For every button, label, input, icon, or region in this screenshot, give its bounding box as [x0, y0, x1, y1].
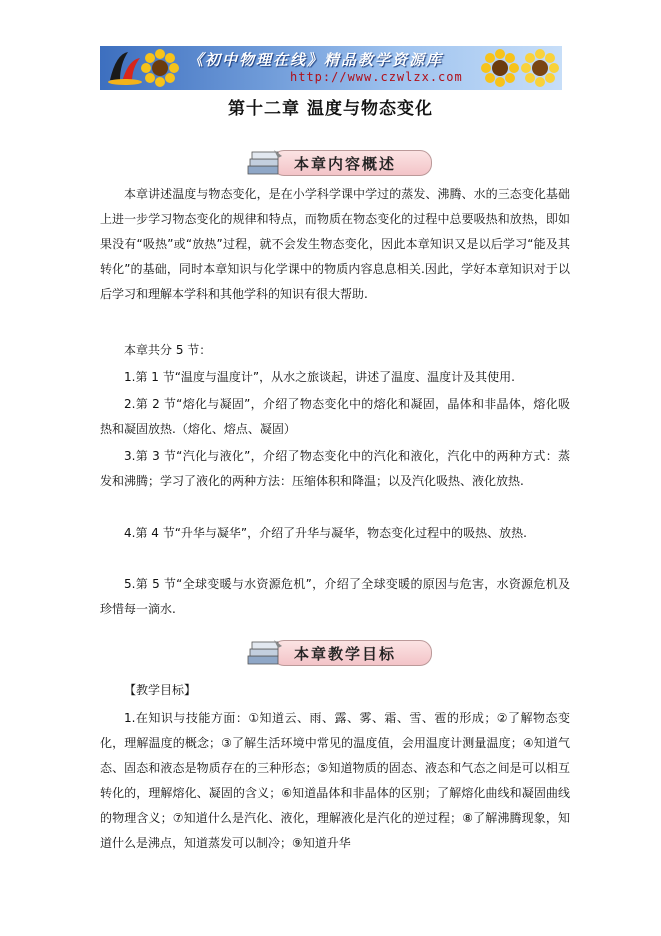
- banner-url[interactable]: http://www.czwlzx.com: [290, 70, 463, 84]
- site-logo-icon: [106, 50, 144, 86]
- header-banner: [100, 46, 562, 90]
- section-item-1: 1.第 1 节“温度与温度计”，从水之旅谈起，讲述了温度、温度计及其使用.: [124, 370, 515, 384]
- section-item-3: 3.第 3 节“汽化与液化”，介绍了物态变化中的汽化和液化，汽化中的两种方式：蒸发和沸腾；学习了液化的两种方法：压缩体积和降温；以及汽化吸热、液化放热.: [100, 449, 570, 488]
- section-heading-goals: [244, 636, 434, 668]
- banner-title: 《初中物理在线》精品教学资源库: [188, 51, 444, 69]
- section-item-2: 2.第 2 节“熔化与凝固”，介绍了物态变化中的熔化和凝固，晶体和非晶体，熔化吸热和凝固放热.（熔化、熔点、凝固）: [100, 397, 570, 436]
- section-heading-overview: [244, 146, 434, 178]
- sunflower-icon: [480, 48, 520, 88]
- chapter-section-count: 本章共分 5 节：: [124, 343, 212, 357]
- section-heading-label: 本章教学目标: [294, 645, 397, 663]
- section-item-4: 4.第 4 节“升华与凝华”，介绍了升华与凝华，物态变化过程中的吸热、放热.: [124, 526, 527, 540]
- goals-heading: 【教学目标】: [124, 683, 197, 697]
- section-heading-label: 本章内容概述: [294, 155, 397, 173]
- chapter-title: 第十二章 温度与物态变化: [228, 99, 433, 119]
- overview-intro: 本章讲述温度与物态变化，是在小学科学课中学过的蒸发、沸腾、水的三态变化基础上进一步学习物态变化的规律和特点，而物质在物态变化的过程中总要吸热和放热，即如果没有“吸热”或“放热”过程，就不会发生物态变化，因此本章知识又是以后学习“能及其转化”的基础，同时本章知识与化学课中的物质内容息息相关.因此，学好本章知识对于以后学习和理解本学科和其他学科的知识有很大帮助.: [100, 187, 570, 301]
- sunflower-icon: [520, 48, 560, 88]
- books-icon: [244, 636, 286, 670]
- books-icon: [244, 146, 286, 180]
- section-item-5: 5.第 5 节“全球变暖与水资源危机”，介绍了全球变暖的原因与危害，水资源危机及珍惜每一滴水.: [100, 577, 570, 616]
- goals-text: 1.在知识与技能方面：①知道云、雨、露、雾、霜、雪、雹的形成；②了解物态变化，理解温度的概念；③了解生活环境中常见的温度值，会用温度计测量温度；④知道气态、固态和液态是物质存在的三种形态；⑤知道物质的固态、液态和气态之间是可以相互转化的，理解熔化、凝固的含义；⑥知道晶体和非晶体的区别；了解熔化曲线和凝固曲线的物理含义；⑦知道什么是汽化、液化，理解液化是汽化的逆过程；⑧了解沸腾现象，知道什么是沸点，知道蒸发可以制冷；⑨知道升华: [100, 711, 570, 850]
- sunflower-icon: [140, 48, 180, 88]
